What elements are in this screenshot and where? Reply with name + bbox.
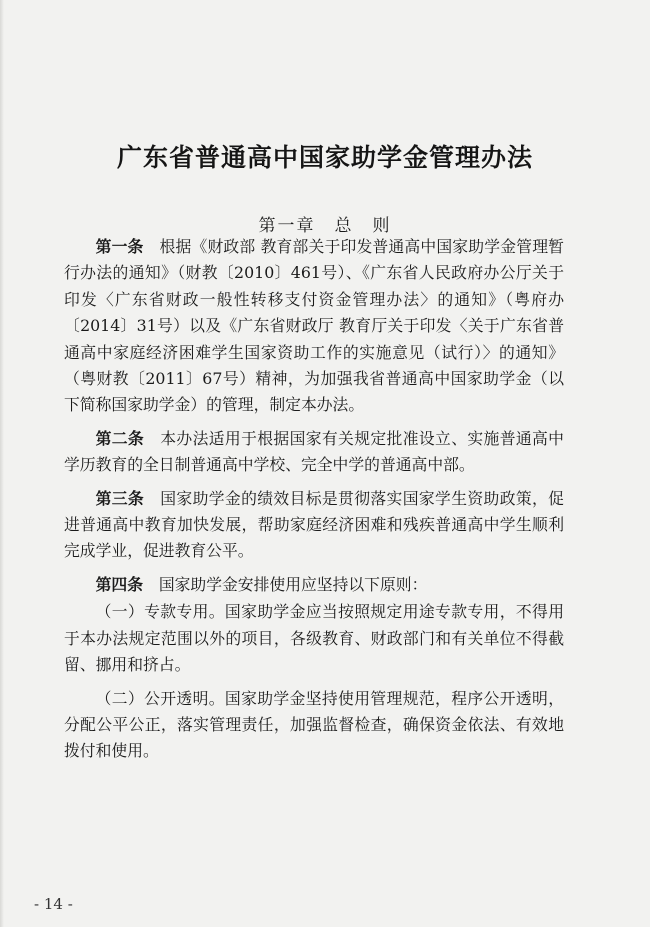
page-number: - 14 - bbox=[34, 895, 73, 913]
article-label: 第四条 bbox=[95, 574, 143, 594]
article-3 bbox=[64, 486, 564, 565]
article-text: 国家助学金安排使用应坚持以下原则： bbox=[158, 574, 428, 594]
article-text: 本办法适用于根据国家有关规定批准设立、实施普通高中学历教育的全日制普通高中学校、完全中学的普通高中部。 bbox=[64, 428, 564, 475]
article-text: 国家助学金的绩效目标是贯彻落实国家学生资助政策，促进普通高中教育加快发展，帮助家庭经济困难和残疾普通高中学生顺利完成学业，促进教育公平。 bbox=[64, 488, 564, 561]
principle-1: （一）专款专用。国家助学金应当按照规定用途专款专用，不得用于本办法规定范围以外的项目，各级教育、财政部门和有关单位不得截留、挪用和挤占。 bbox=[64, 602, 564, 675]
article-text: 根据《财政部 教育部关于印发普通高中国家助学金管理暂行办法的通知》（财教〔2010〕461号）、《广东省人民政府办公厅关于印发〈广东省财政一般性转移支付资金管理办法〉的通知》（粤府办〔2014〕31号）以及《广东省财政厅 教育厅关于印发〈关于广东省普通高中家庭经济困难学生国家资助工作的实施意见（试行）〉的通知》（粤财教〔2011〕67号）精神，为加强我省普通高中国家助学金（以下简称国家助学金）的管理，制定本办法。 bbox=[64, 237, 564, 415]
article-label: 第一条 bbox=[95, 237, 144, 256]
article-label: 第二条 bbox=[95, 428, 145, 448]
document-title: 广东省普通高中国家助学金管理办法 bbox=[116, 143, 533, 172]
article-label: 第三条 bbox=[95, 488, 145, 508]
document-body bbox=[64, 234, 564, 765]
chapter-heading: 第一章 总 则 bbox=[258, 216, 392, 236]
principle-2: （二）公开透明。国家助学金坚持使用管理规范，程序公开透明，分配公平公正，落实管理责任，加强监督检查，确保资金依法、有效地拨付和使用。 bbox=[64, 688, 564, 761]
article-4 bbox=[64, 572, 564, 598]
article-1 bbox=[64, 234, 564, 419]
article-2 bbox=[64, 426, 564, 479]
